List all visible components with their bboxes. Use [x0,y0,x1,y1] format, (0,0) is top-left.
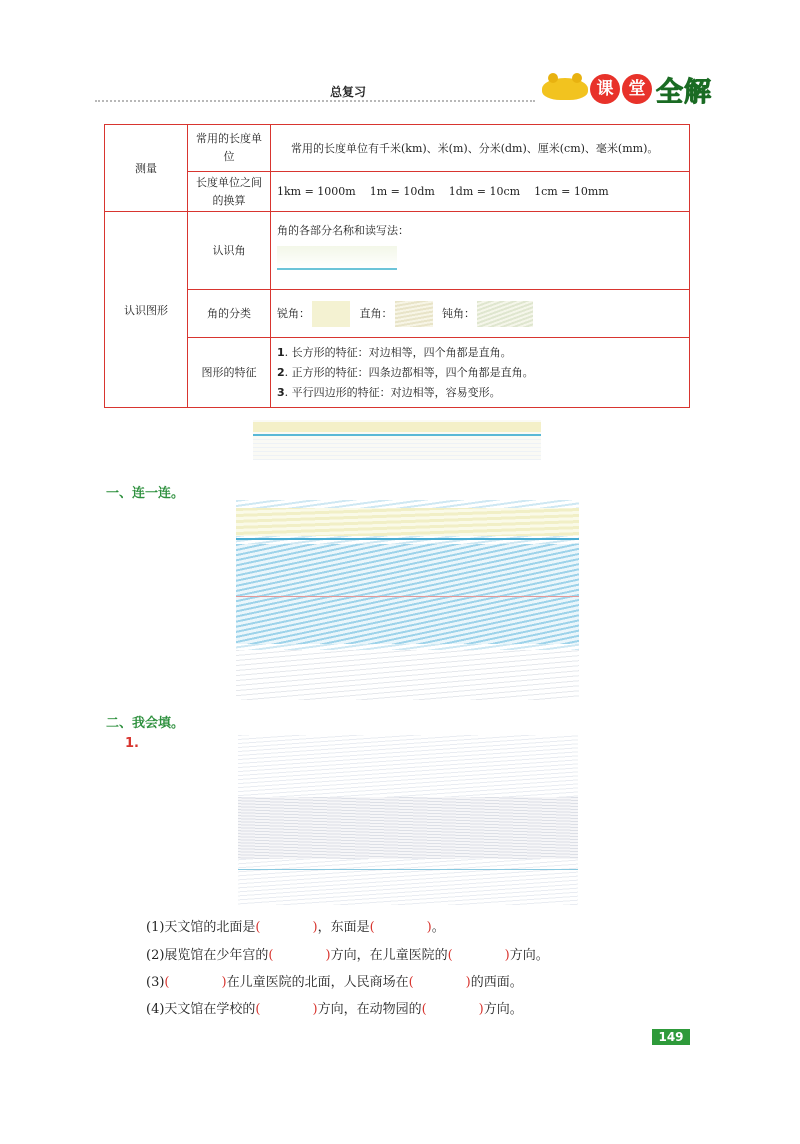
section-heading-fill: 二、我会填。 [106,716,185,731]
fill-question: (1)天文馆的北面是( )，东面是( )。 [146,920,445,935]
angle-content [271,212,690,290]
fill-question: (4)天文馆在学校的( )方向，在动物园的( )方向。 [146,1002,523,1017]
right-angle-figure [395,301,433,327]
figure-band [236,650,579,700]
fill-question: (2)展览馆在少年宫的( )方向，在儿童医院的( )方向。 [146,948,549,963]
brand-circle-2: 堂 [622,74,652,104]
acute-label: 锐角： [277,306,310,320]
header-divider [95,100,535,102]
answer-blank[interactable]: ( ) [408,975,471,990]
right-label: 直角： [359,306,393,320]
section-heading-connect: 一、连一连。 [106,486,185,501]
brand-circle-1: 课 [590,74,620,104]
page-title: 总复习 [330,85,367,99]
brand-text: 全解 [656,77,712,108]
feature-item: 2. 正方形的特征：四条边都相等，四个角都是直角。 [277,365,534,379]
answer-blank[interactable]: ( ) [369,920,432,935]
answer-blank[interactable]: ( ) [255,1002,318,1017]
answer-blank[interactable]: ( ) [447,948,510,963]
bear-mascot-icon [542,78,588,100]
length-units-text: 常用的长度单位有千米(km)、米(m)、分米(dm)、厘米(cm)、毫米(mm)。 [271,125,690,172]
label-shape-features: 图形的特征 [188,338,271,408]
label-angle-classification: 角的分类 [188,290,271,338]
unit-conversion-text: 1km = 1000m 1m = 10dm 1dm = 10cm 1cm = 10mm [271,172,690,212]
label-angle: 认识角 [188,212,271,290]
brand-logo [538,70,718,108]
obtuse-angle-figure [477,301,533,327]
matching-exercise-figure [236,500,579,700]
shape-features-content [271,338,690,408]
angle-parts-figure [277,246,397,270]
figure-line [236,538,579,540]
angle-classification-content [271,290,690,338]
page-number: 149 [652,1029,690,1045]
obtuse-label: 钝角： [442,306,475,320]
answer-blank[interactable]: ( ) [421,1002,484,1017]
answer-blank[interactable]: ( ) [268,948,331,963]
figure-line [238,869,578,870]
label-unit-conversion: 长度单位之间的换算 [188,172,271,212]
acute-angle-figure [312,301,350,327]
figure-band [236,544,579,644]
summary-table [104,124,690,408]
feature-item: 1. 长方形的特征：对边相等，四个角都是直角。 [277,345,512,359]
category-measure: 测量 [105,125,188,212]
feature-item: 3. 平行四边形的特征：对边相等，容易变形。 [277,385,501,399]
direction-map-figure [238,735,578,905]
category-shapes: 认识图形 [105,212,188,408]
label-length-units: 常用的长度单位 [188,125,271,172]
answer-blank[interactable]: ( ) [164,975,227,990]
figure-line [236,596,579,597]
figure-band [236,508,579,536]
answer-blank[interactable]: ( ) [255,920,318,935]
fill-question: (3)( )在儿童医院的北面，人民商场在( )的西面。 [146,975,523,990]
figure-band [238,797,578,859]
angle-text: 角的各部分名称和读写法： [277,224,409,237]
illustration-strip [253,420,541,460]
question-number: 1. [125,736,139,751]
